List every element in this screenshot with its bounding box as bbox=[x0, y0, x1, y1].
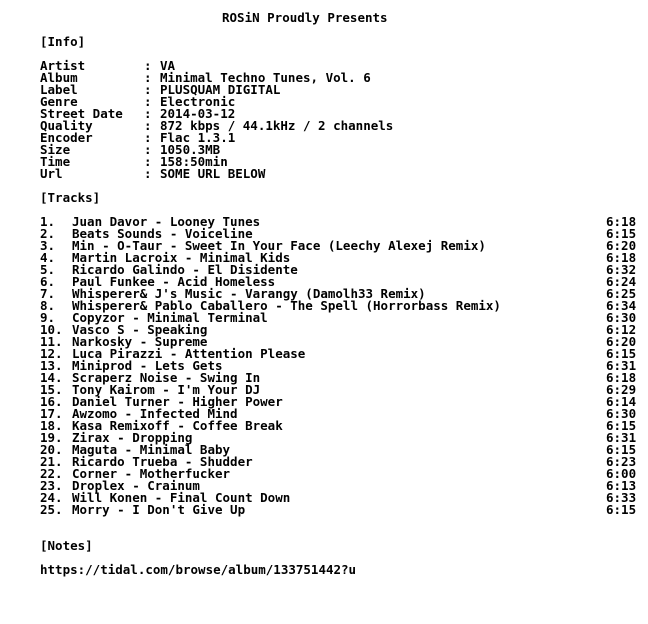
track-duration: 6:30 bbox=[606, 310, 637, 325]
track-title: Morry - I Don't Give Up bbox=[72, 502, 246, 517]
info-key: Time bbox=[40, 154, 71, 169]
track-duration: 6:30 bbox=[606, 406, 637, 421]
track-number: 22. bbox=[40, 466, 63, 481]
track-title: Will Konen - Final Count Down bbox=[72, 490, 291, 505]
info-key: Genre bbox=[40, 94, 78, 109]
track-title: Min - O-Taur - Sweet In Your Face (Leechy Alexej Remix) bbox=[72, 238, 486, 253]
info-colon: : bbox=[144, 166, 152, 181]
track-number: 16. bbox=[40, 394, 63, 409]
track-number: 11. bbox=[40, 334, 63, 349]
track-duration: 6:20 bbox=[606, 334, 637, 349]
track-duration: 6:29 bbox=[606, 382, 637, 397]
tracks-header: [Tracks] bbox=[40, 190, 101, 205]
info-colon: : bbox=[144, 82, 152, 97]
info-value: Electronic bbox=[160, 94, 236, 109]
track-title: Ricardo Trueba - Shudder bbox=[72, 454, 253, 469]
track-number: 17. bbox=[40, 406, 63, 421]
track-title: Whisperer& J's Music - Varangy (Damolh33 Remix) bbox=[72, 286, 426, 301]
track-number: 2. bbox=[40, 226, 56, 241]
track-duration: 6:15 bbox=[606, 442, 637, 457]
track-number: 9. bbox=[40, 310, 56, 325]
track-number: 13. bbox=[40, 358, 63, 373]
track-title: Beats Sounds - Voiceline bbox=[72, 226, 253, 241]
track-duration: 6:18 bbox=[606, 250, 637, 265]
info-value: Flac 1.3.1 bbox=[160, 130, 236, 145]
track-duration: 6:31 bbox=[606, 358, 637, 373]
track-number: 1. bbox=[40, 214, 56, 229]
document-title: ROSiN Proudly Presents bbox=[222, 10, 388, 25]
track-title: Kasa Remixoff - Coffee Break bbox=[72, 418, 283, 433]
info-value: Minimal Techno Tunes, Vol. 6 bbox=[160, 70, 371, 85]
info-key: Url bbox=[40, 166, 63, 181]
info-value: VA bbox=[160, 58, 176, 73]
track-number: 15. bbox=[40, 382, 63, 397]
track-title: Juan Davor - Looney Tunes bbox=[72, 214, 261, 229]
track-title: Whisperer& Pablo Caballero - The Spell (Horrorbass Remix) bbox=[72, 298, 501, 313]
track-number: 3. bbox=[40, 238, 56, 253]
track-duration: 6:15 bbox=[606, 502, 637, 517]
notes-header: [Notes] bbox=[40, 538, 93, 553]
info-value: 2014-03-12 bbox=[160, 106, 236, 121]
info-key: Size bbox=[40, 142, 71, 157]
track-title: Zirax - Dropping bbox=[72, 430, 193, 445]
track-duration: 6:12 bbox=[606, 322, 637, 337]
track-title: Miniprod - Lets Gets bbox=[72, 358, 223, 373]
track-number: 25. bbox=[40, 502, 63, 517]
track-title: Martin Lacroix - Minimal Kids bbox=[72, 250, 291, 265]
info-colon: : bbox=[144, 58, 152, 73]
track-duration: 6:14 bbox=[606, 394, 637, 409]
info-key: Street Date bbox=[40, 106, 123, 121]
track-duration: 6:00 bbox=[606, 466, 637, 481]
track-title: Narkosky - Supreme bbox=[72, 334, 208, 349]
track-duration: 6:24 bbox=[606, 274, 637, 289]
info-colon: : bbox=[144, 70, 152, 85]
track-duration: 6:32 bbox=[606, 262, 637, 277]
track-number: 12. bbox=[40, 346, 63, 361]
track-number: 7. bbox=[40, 286, 56, 301]
track-title: Maguta - Minimal Baby bbox=[72, 442, 231, 457]
info-value: 872 kbps / 44.1kHz / 2 channels bbox=[160, 118, 394, 133]
track-number: 6. bbox=[40, 274, 56, 289]
track-number: 21. bbox=[40, 454, 63, 469]
info-colon: : bbox=[144, 118, 152, 133]
info-key: Artist bbox=[40, 58, 86, 73]
track-title: Paul Funkee - Acid Homeless bbox=[72, 274, 276, 289]
info-header: [Info] bbox=[40, 34, 86, 49]
track-duration: 6:13 bbox=[606, 478, 637, 493]
track-number: 20. bbox=[40, 442, 63, 457]
track-number: 23. bbox=[40, 478, 63, 493]
info-colon: : bbox=[144, 130, 152, 145]
track-duration: 6:15 bbox=[606, 226, 637, 241]
info-key: Label bbox=[40, 82, 78, 97]
track-title: Corner - Motherfucker bbox=[72, 466, 231, 481]
info-key: Encoder bbox=[40, 130, 93, 145]
track-title: Scraperz Noise - Swing In bbox=[72, 370, 261, 385]
track-duration: 6:34 bbox=[606, 298, 637, 313]
track-duration: 6:25 bbox=[606, 286, 637, 301]
info-colon: : bbox=[144, 142, 152, 157]
track-duration: 6:33 bbox=[606, 490, 637, 505]
info-value: 1050.3MB bbox=[160, 142, 221, 157]
info-value: SOME URL BELOW bbox=[160, 166, 266, 181]
track-number: 24. bbox=[40, 490, 63, 505]
info-colon: : bbox=[144, 94, 152, 109]
track-title: Vasco S - Speaking bbox=[72, 322, 208, 337]
info-key: Album bbox=[40, 70, 78, 85]
track-duration: 6:15 bbox=[606, 418, 637, 433]
track-number: 4. bbox=[40, 250, 56, 265]
info-value: PLUSQUAM DIGITAL bbox=[160, 82, 281, 97]
track-duration: 6:23 bbox=[606, 454, 637, 469]
info-colon: : bbox=[144, 154, 152, 169]
track-title: Ricardo Galindo - El Disidente bbox=[72, 262, 298, 277]
track-number: 5. bbox=[40, 262, 56, 277]
info-key: Quality bbox=[40, 118, 93, 133]
track-title: Awzomo - Infected Mind bbox=[72, 406, 238, 421]
track-duration: 6:20 bbox=[606, 238, 637, 253]
track-number: 18. bbox=[40, 418, 63, 433]
track-number: 8. bbox=[40, 298, 56, 313]
track-duration: 6:15 bbox=[606, 346, 637, 361]
track-number: 10. bbox=[40, 322, 63, 337]
track-title: Tony Kairom - I'm Your DJ bbox=[72, 382, 261, 397]
info-colon: : bbox=[144, 106, 152, 121]
notes-url[interactable]: https://tidal.com/browse/album/133751442?u bbox=[40, 562, 357, 577]
track-duration: 6:18 bbox=[606, 370, 637, 385]
track-duration: 6:18 bbox=[606, 214, 637, 229]
track-title: Copyzor - Minimal Terminal bbox=[72, 310, 268, 325]
track-title: Luca Pirazzi - Attention Please bbox=[72, 346, 306, 361]
track-number: 14. bbox=[40, 370, 63, 385]
track-title: Daniel Turner - Higher Power bbox=[72, 394, 283, 409]
track-duration: 6:31 bbox=[606, 430, 637, 445]
info-value: 158:50min bbox=[160, 154, 228, 169]
track-number: 19. bbox=[40, 430, 63, 445]
track-title: Droplex - Crainum bbox=[72, 478, 200, 493]
